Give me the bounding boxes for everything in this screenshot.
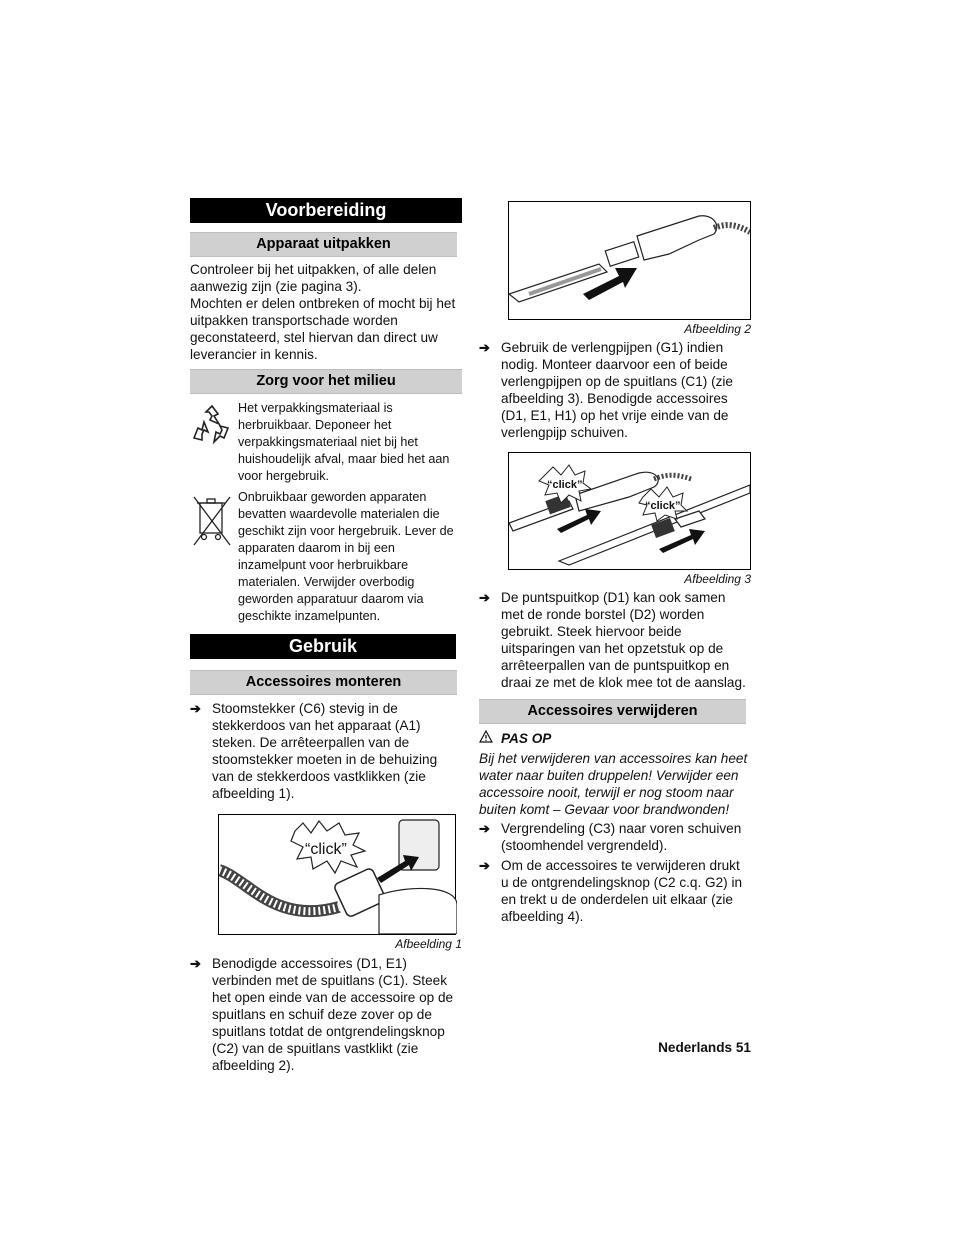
list-item-text: Stoomstekker (C6) stevig in de stekkerdoos van het apparaat (A1) steken. De arrêteerpallen van de stoomstekker moeten in de behuizing van de stekkerdoos vastklikken (zie afbeelding 1). (212, 701, 438, 801)
arrow-right-icon: ➔ (479, 590, 490, 605)
list-item-stoomstekker (190, 700, 462, 802)
list-item-puntspuitkop (479, 589, 751, 691)
arrow-right-icon: ➔ (190, 956, 201, 971)
figure-3-click-label-a: “click” (547, 479, 583, 491)
list-item-text: Gebruik de verlengpijpen (G1) indien nodig. Monteer daarvoor een of beide verlengpijpen op de spuitlans (C1) (zie afbeelding 3). Benodigde accessoires (D1, E1, H1) op het vrije einde van de verlengpijp schuiven. (501, 340, 733, 440)
arrow-right-icon: ➔ (190, 701, 201, 716)
arrow-right-icon: ➔ (479, 858, 490, 873)
list-item-accessoires (190, 955, 462, 1074)
figure-2-caption: Afbeelding 2 (684, 322, 751, 336)
page-footer: Nederlands 51 (658, 1040, 751, 1055)
list-item-text: Benodigde accessoires (D1, E1) verbinden met de spuitlans (C1). Steek het open einde van de accessoire op de spuitlans en schuif deze zover op de spuitlans totdat de ontgrendelingsknop (C2) van de spuitlans vastklikt (zie afbeelding 2). (212, 956, 454, 1073)
env-weee-text: Onbruikbaar geworden apparaten bevatten waardevolle materialen die geschikt zijn voor hergebruik. Lever de apparaten daarom in bij een inzamelpunt voor herbruikbare materialen. Verwijder overbodig geworden apparatuur daarom via geschikte inzamelpunten. (238, 490, 454, 623)
right-column (479, 201, 751, 925)
subsection-title-apparaat-uitpakken: Apparaat uitpakken (190, 232, 457, 257)
section-title-voorbereiding: Voorbereiding (190, 198, 462, 223)
figure-2-illustration (509, 202, 750, 319)
figure-3-caption: Afbeelding 3 (684, 572, 751, 586)
list-item-text: Vergrendeling (C3) naar voren schuiven (stoomhendel vergrendeld). (501, 821, 742, 853)
list-item-text: De puntspuitkop (D1) kan ook samen met de ronde borstel (D2) worden gebruikt. Steek hiervoor beide uitsparingen van het opzetstuk op de arrêteerpallen van de puntspuitkop en draai ze met de klok mee tot de aanslag. (501, 590, 746, 690)
figure-1-caption: Afbeelding 1 (395, 937, 462, 951)
env-packaging-row (190, 400, 462, 485)
subsection-title-milieu: Zorg voor het milieu (190, 369, 462, 394)
list-item-vergrendeling (479, 820, 751, 854)
figure-3-illustration (509, 453, 750, 569)
env-weee-row (190, 489, 462, 625)
warning-heading (479, 730, 751, 746)
paragraph-unpack-2: Mochten er delen ontbreken of mocht bij het uitpakken transportschade worden geconstateerd, stel hiervan dan direct uw leverancier in kennis. (190, 296, 456, 362)
warning-label: PAS OP (501, 730, 552, 746)
list-item-verlengpijpen (479, 339, 751, 441)
section-title-gebruik: Gebruik (190, 634, 456, 659)
env-packaging-text: Het verpakkingsmateriaal is herbruikbaar. Deponeer het verpakkingsmateriaal niet bij het huishoudelijk afval, maar bied het aan voor hergebruik. (238, 401, 450, 483)
warning-text: Bij het verwijderen van accessoires kan heet water naar buiten druppelen! Verwijder een accessoire nooit, terwijl er nog stoom naar buiten komt – Gevaar voor brandwonden! (479, 751, 748, 817)
paragraph-unpack-1: Controleer bij het uitpakken, of alle delen aanwezig zijn (zie pagina 3). (190, 262, 437, 294)
figure-1-illustration (219, 815, 457, 934)
figure-1-click-label: “click” (305, 841, 347, 858)
arrow-right-icon: ➔ (479, 340, 490, 355)
figure-3-click-label-b: “click” (645, 500, 681, 512)
subsection-title-accessoires-verwijderen: Accessoires verwijderen (479, 699, 746, 724)
list-item-text: Om de accessoires te verwijderen drukt u de ontgrendelingsknop (C2 c.q. G2) in en trekt u de onderdelen uit elkaar (zie afbeelding 4). (501, 858, 743, 924)
left-column (190, 198, 462, 1074)
subsection-title-accessoires-monteren: Accessoires monteren (190, 670, 457, 695)
list-item-verwijderen (479, 857, 751, 925)
recycle-icon (190, 400, 238, 485)
figure-1 (218, 814, 456, 935)
figure-3 (508, 452, 751, 570)
arrow-right-icon: ➔ (479, 821, 490, 836)
figure-2 (508, 201, 751, 320)
crossed-bin-icon (190, 489, 238, 625)
warning-triangle-icon (479, 730, 501, 746)
